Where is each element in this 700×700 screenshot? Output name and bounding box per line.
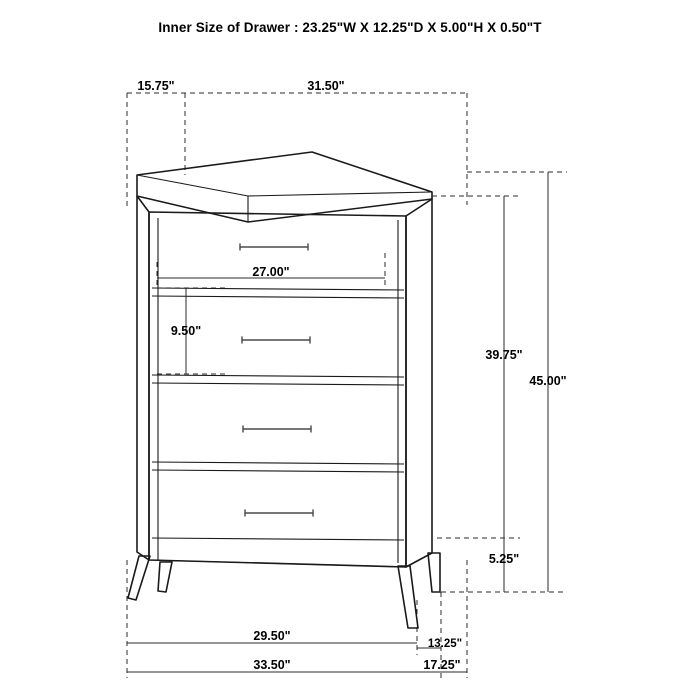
dim-top-depth: 15.75" — [137, 79, 175, 93]
page-title: Inner Size of Drawer : 23.25"W X 12.25"D X 5.00"H X 0.50"T — [158, 20, 542, 35]
dim-total-height: 45.00" — [529, 374, 567, 388]
dim-overall-width: 33.50" — [253, 658, 291, 672]
dim-base-side-depth: 13.25" — [427, 638, 463, 650]
drawer-pull-handle-icon — [245, 510, 313, 516]
dim-leg-height: 5.25" — [488, 552, 520, 566]
dimension-guides — [127, 93, 567, 678]
chest-body — [128, 152, 440, 628]
drawer-pull-handle-icon — [242, 337, 310, 343]
dim-overall-depth: 17.25" — [423, 658, 461, 672]
dim-drawer-front-height: 9.50" — [170, 324, 202, 338]
dim-top-width: 31.50" — [307, 79, 345, 93]
dim-drawer-front-width: 27.00" — [252, 265, 290, 279]
dim-body-height: 39.75" — [485, 348, 523, 362]
dim-base-front-width: 29.50" — [253, 629, 291, 643]
drawer-pull-handle-icon — [243, 426, 311, 432]
drawer-pull-handle-icon — [240, 244, 308, 250]
